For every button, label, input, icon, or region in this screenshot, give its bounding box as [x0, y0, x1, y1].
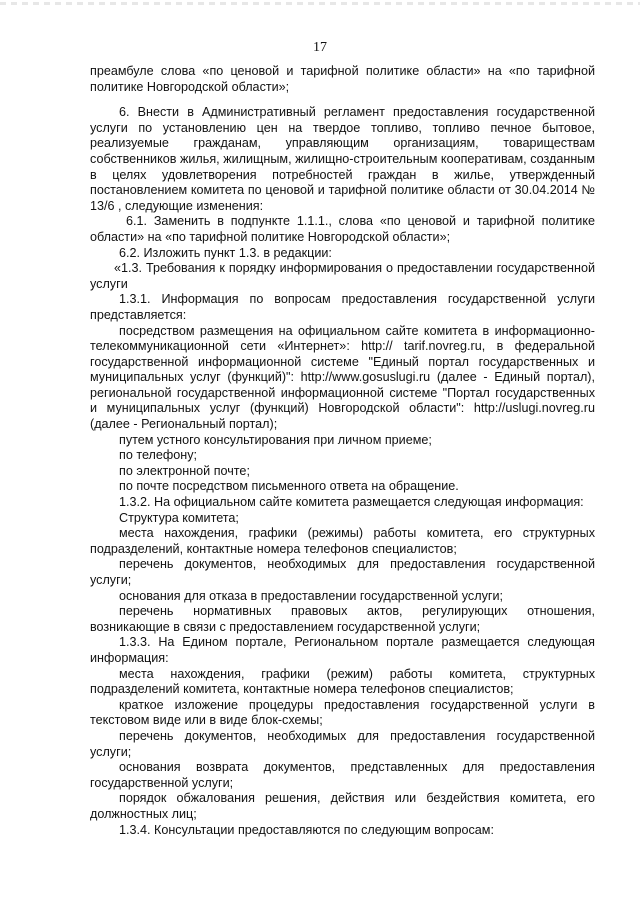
paragraph: по телефону; — [119, 448, 198, 463]
paragraph: 6.1. Заменить в подпункте 1.1.1., слова «по ценовой и тарифной политике области» на «по тарифной политике Новгородской области»; — [90, 214, 595, 244]
paragraph: преамбуле слова «по ценовой и тарифной политике области» на «по тарифной политике Новгородской области»; — [90, 64, 595, 94]
paragraph: перечень документов, необходимых для предоставления государственной услуги; — [90, 557, 595, 587]
paragraph: основания возврата документов, представленных для предоставления государственной услуги; — [90, 760, 595, 790]
paragraph: перечень нормативных правовых актов, регулирующих отношения, возникающие в связи с предоставлением государственной услуги; — [90, 604, 595, 634]
document-body — [90, 64, 595, 838]
page-number: 17 — [313, 40, 327, 55]
paragraph: места нахождения, графики (режим) работы комитета, структурных подразделений комитета, контактные номера телефонов специалистов; — [90, 666, 595, 697]
scan-edge-artifact — [0, 2, 640, 5]
paragraph: 1.3.2. На официальном сайте комитета размещается следующая информация: — [119, 495, 584, 510]
paragraph: посредством размещения на официальном сайте комитета в информационно-телекоммуникационной сети «Интернет»: http:// tarif.novreg.ru, в федеральной государственной информационной системе "Единый портал государственных и муниципальных услуг (функций)": http://www.gosuslugi.ru (далее - Единый портал), региональной государственной информационной системе "Портал государственных и муниципальных услуг (функций) Новгородской области": http://uslugi.novreg.ru (далее - Региональный портал); — [90, 323, 595, 432]
paragraph: места нахождения, графики (режимы) работы комитета, его структурных подразделений, контактные номера телефонов специалистов; — [90, 526, 595, 556]
paragraph: 6.2. Изложить пункт 1.3. в редакции: — [119, 245, 332, 260]
paragraph: Структура комитета; — [119, 510, 239, 525]
paragraph: 1.3.1. Информация по вопросам предоставления государственной услуги представляется: — [90, 292, 595, 322]
paragraph: порядок обжалования решения, действия или бездействия комитета, его должностных лиц; — [90, 791, 595, 821]
paragraph: основания для отказа в предоставлении государственной услуги; — [119, 588, 503, 603]
paragraph: путем устного консультирования при личном приеме; — [119, 432, 432, 447]
paragraph: краткое изложение процедуры предоставления государственной услуги в текстовом виде или в виде блок-схемы; — [90, 697, 595, 728]
paragraph: перечень документов, необходимых для предоставления государственной услуги; — [90, 728, 595, 759]
paragraph: по электронной почте; — [119, 463, 250, 478]
paragraph: 1.3.3. На Едином портале, Региональном портале размещается следующая информация: — [90, 635, 595, 665]
paragraph: «1.3. Требования к порядку информирования о предоставлении государственной услуги — [90, 261, 595, 291]
paragraph: 6. Внести в Административный регламент предоставления государственной услуги по установлению цен на твердое топливо, топливо печное бытовое, реализуемые гражданам, управляющим организациям, товариществам собственников жилья, жилищным, жилищно-строительным кооперативам, созданным в целях удовлетворения потребностей граждан в жилье, утвержденный постановлением комитета по ценовой и тарифной политике области от 30.04.2014 № 13/6 , следующие изменения: — [90, 105, 595, 213]
paragraph: по почте посредством письменного ответа на обращение. — [119, 479, 459, 494]
paragraph: 1.3.4. Консультации предоставляются по следующим вопросам: — [119, 822, 494, 837]
